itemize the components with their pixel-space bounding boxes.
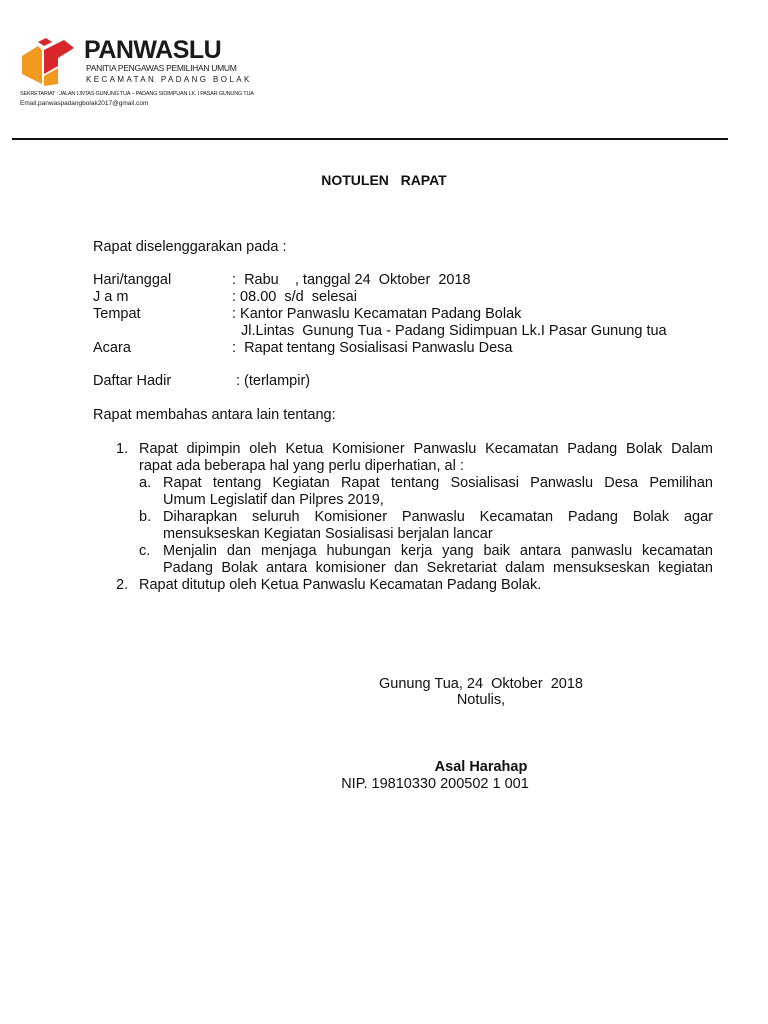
- signature-name: Asal Harahap: [434, 759, 528, 775]
- acara-label: Acara: [93, 340, 131, 356]
- org-email: Email.panwaspadangbolak2017@gmail.com: [20, 100, 149, 107]
- item-a-line-2: Umum Legislatif dan Pilpres 2019,: [163, 492, 384, 508]
- item-b-line-2: mensukseskan Kegiatan Sosialisasi berjalan lancar: [163, 526, 493, 542]
- item-1-number: 1.: [116, 441, 129, 457]
- item-2-text: Rapat ditutup oleh Ketua Panwaslu Kecamatan Padang Bolak.: [139, 577, 542, 593]
- org-subtitle: PANITIA PENGAWAS PEMILIHAN UMUM: [86, 63, 237, 73]
- acara-value: : Rapat tentang Sosialisasi Panwaslu Desa: [232, 340, 513, 356]
- signature-place-date: Gunung Tua, 24 Oktober 2018: [379, 676, 583, 692]
- discussion-intro: Rapat membahas antara lain tentang:: [93, 407, 336, 423]
- letterhead: [0, 0, 768, 140]
- document-title: NOTULEN RAPAT: [321, 172, 447, 188]
- org-district: KECAMATAN PADANG BOLAK: [86, 75, 252, 84]
- item-c-label: c.: [139, 543, 151, 559]
- org-address: SEKRETARIAT : JALAN LINTAS GUNUNG TUA – PADANG SIDIMPUAN LK. I PASAR GUNUNG TUA: [20, 91, 254, 97]
- item-c-line-1: Menjalin dan menjaga hubungan kerja yang baik antara panwaslu kecamatan: [163, 543, 713, 559]
- item-a-label: a.: [139, 475, 152, 491]
- daftar-hadir-label: Daftar Hadir: [93, 373, 172, 389]
- item-b-line-1: Diharapkan seluruh Komisioner Panwaslu Kecamatan Padang Bolak agar: [163, 509, 713, 525]
- jam-label: J a m: [93, 289, 129, 305]
- tempat-value: : Kantor Panwaslu Kecamatan Padang Bolak: [232, 306, 522, 322]
- hari-label: Hari/tanggal: [93, 272, 172, 288]
- tempat-label: Tempat: [93, 306, 141, 322]
- item-1-line-1: Rapat dipimpin oleh Ketua Komisioner Panwaslu Kecamatan Padang Bolak Dalam: [139, 441, 713, 457]
- daftar-hadir-value: : (terlampir): [236, 373, 311, 389]
- item-b-label: b.: [139, 509, 152, 525]
- org-name: PANWASLU: [84, 36, 222, 64]
- jam-value: : 08.00 s/d selesai: [232, 289, 357, 305]
- signature-nip: NIP. 19810330 200502 1 001: [341, 776, 529, 792]
- panwaslu-logo-icon: [18, 36, 78, 88]
- header-divider: [12, 138, 728, 140]
- item-2-number: 2.: [116, 577, 129, 593]
- signature-role: Notulis,: [456, 692, 506, 708]
- item-c-line-2: Padang Bolak antara komisioner dan Sekretariat dalam mensukseskan kegiatan: [163, 560, 713, 576]
- item-a-line-1: Rapat tentang Kegiatan Rapat tentang Sosialisasi Panwaslu Desa Pemilihan: [163, 475, 713, 491]
- hari-value: : Rabu , tanggal 24 Oktober 2018: [232, 272, 471, 288]
- tempat-value-address: Jl.Lintas Gunung Tua - Padang Sidimpuan Lk.I Pasar Gunung tua: [241, 323, 667, 339]
- item-1-line-2: rapat ada beberapa hal yang perlu diperhatian, al :: [139, 458, 464, 474]
- intro-text: Rapat diselenggarakan pada :: [93, 239, 287, 255]
